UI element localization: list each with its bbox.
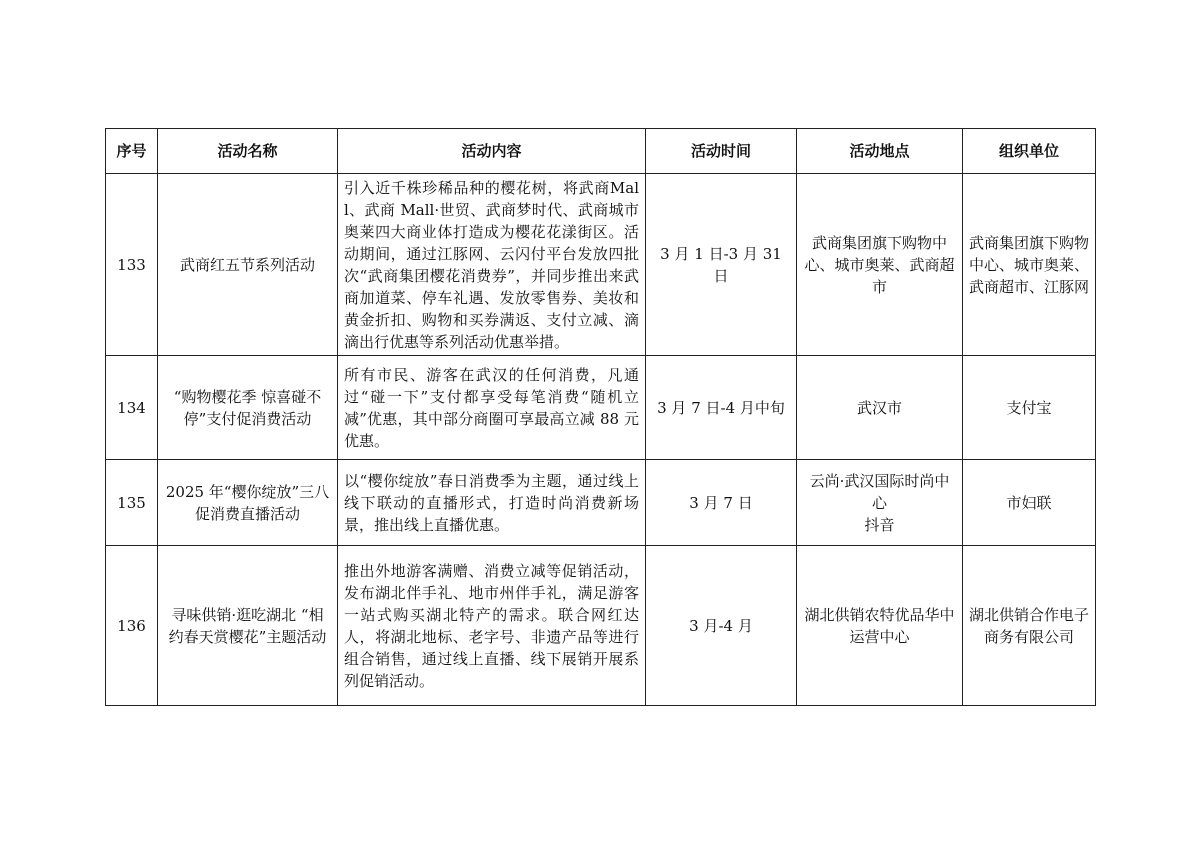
header-time: 活动时间 (646, 129, 797, 174)
cell-content: 引入近千株珍稀品种的樱花树，将武商Mall、武商 Mall·世贸、武商梦时代、武商城市奥莱四大商业体打造成为樱花花漾街区。活动期间，通过江豚网、云闪付平台发放四批次“武商集团樱花消费券”，并同步推出来武商加道菜、停车礼遇、发放零售券、美妆和黄金折扣、购物和买券满返、支付立减、滴滴出行优惠等系列活动优惠举措。 (338, 174, 646, 356)
header-name: 活动名称 (158, 129, 338, 174)
cell-index: 136 (106, 546, 158, 706)
location-line: 武汉市 (856, 398, 902, 417)
cell-name: 寻味供销·逛吃湖北 “相约春天赏樱花”主题活动 (158, 546, 338, 706)
header-content: 活动内容 (338, 129, 646, 174)
header-row (106, 129, 1096, 174)
cell-organizer: 市妇联 (963, 460, 1096, 546)
cell-time: 3 月 1 日-3 月 31 日 (646, 174, 797, 356)
cell-content: 所有市民、游客在武汉的任何消费，凡通过“碰一下”支付都享受每笔消费“随机立减”优惠，其中部分商圈可享最高立减 88 元优惠。 (338, 356, 646, 460)
table-row (106, 546, 1096, 706)
cell-location (797, 460, 963, 546)
cell-content: 以“樱你绽放”春日消费季为主题，通过线上线下联动的直播形式，打造时尚消费新场景，推出线上直播优惠。 (338, 460, 646, 546)
cell-organizer: 武商集团旗下购物中心、城市奥莱、武商超市、江豚网 (963, 174, 1096, 356)
activity-table (105, 128, 1096, 706)
location-line: 武商集团旗下购物中心、城市奥莱、武商超市 (804, 233, 955, 296)
table-row (106, 460, 1096, 546)
cell-content: 推出外地游客满赠、消费立减等促销活动，发布湖北伴手礼、地市州伴手礼，满足游客一站式购买湖北特产的需求。联合网红达人，将湖北地标、老字号、非遗产品等进行组合销售，通过线上直播、线下展销开展系列促销活动。 (338, 546, 646, 706)
header-index: 序号 (106, 129, 158, 174)
location-line: 云尚·武汉国际时尚中心 (809, 471, 950, 512)
cell-organizer: 支付宝 (963, 356, 1096, 460)
header-location: 活动地点 (797, 129, 963, 174)
location-line: 抖音 (864, 515, 895, 534)
cell-time: 3 月 7 日 (646, 460, 797, 546)
table-row (106, 356, 1096, 460)
cell-location (797, 174, 963, 356)
cell-time: 3 月-4 月 (646, 546, 797, 706)
cell-name: 2025 年“樱你绽放”三八促消费直播活动 (158, 460, 338, 546)
cell-name: “购物樱花季 惊喜碰不停”支付促消费活动 (158, 356, 338, 460)
cell-name: 武商红五节系列活动 (158, 174, 338, 356)
cell-organizer: 湖北供销合作电子商务有限公司 (963, 546, 1096, 706)
cell-location (797, 546, 963, 706)
cell-location (797, 356, 963, 460)
table-row (106, 174, 1096, 356)
header-organizer: 组织单位 (963, 129, 1096, 174)
location-line: 湖北供销农特优品华中运营中心 (804, 605, 955, 646)
cell-index: 134 (106, 356, 158, 460)
cell-time: 3 月 7 日-4 月中旬 (646, 356, 797, 460)
cell-index: 135 (106, 460, 158, 546)
cell-index: 133 (106, 174, 158, 356)
